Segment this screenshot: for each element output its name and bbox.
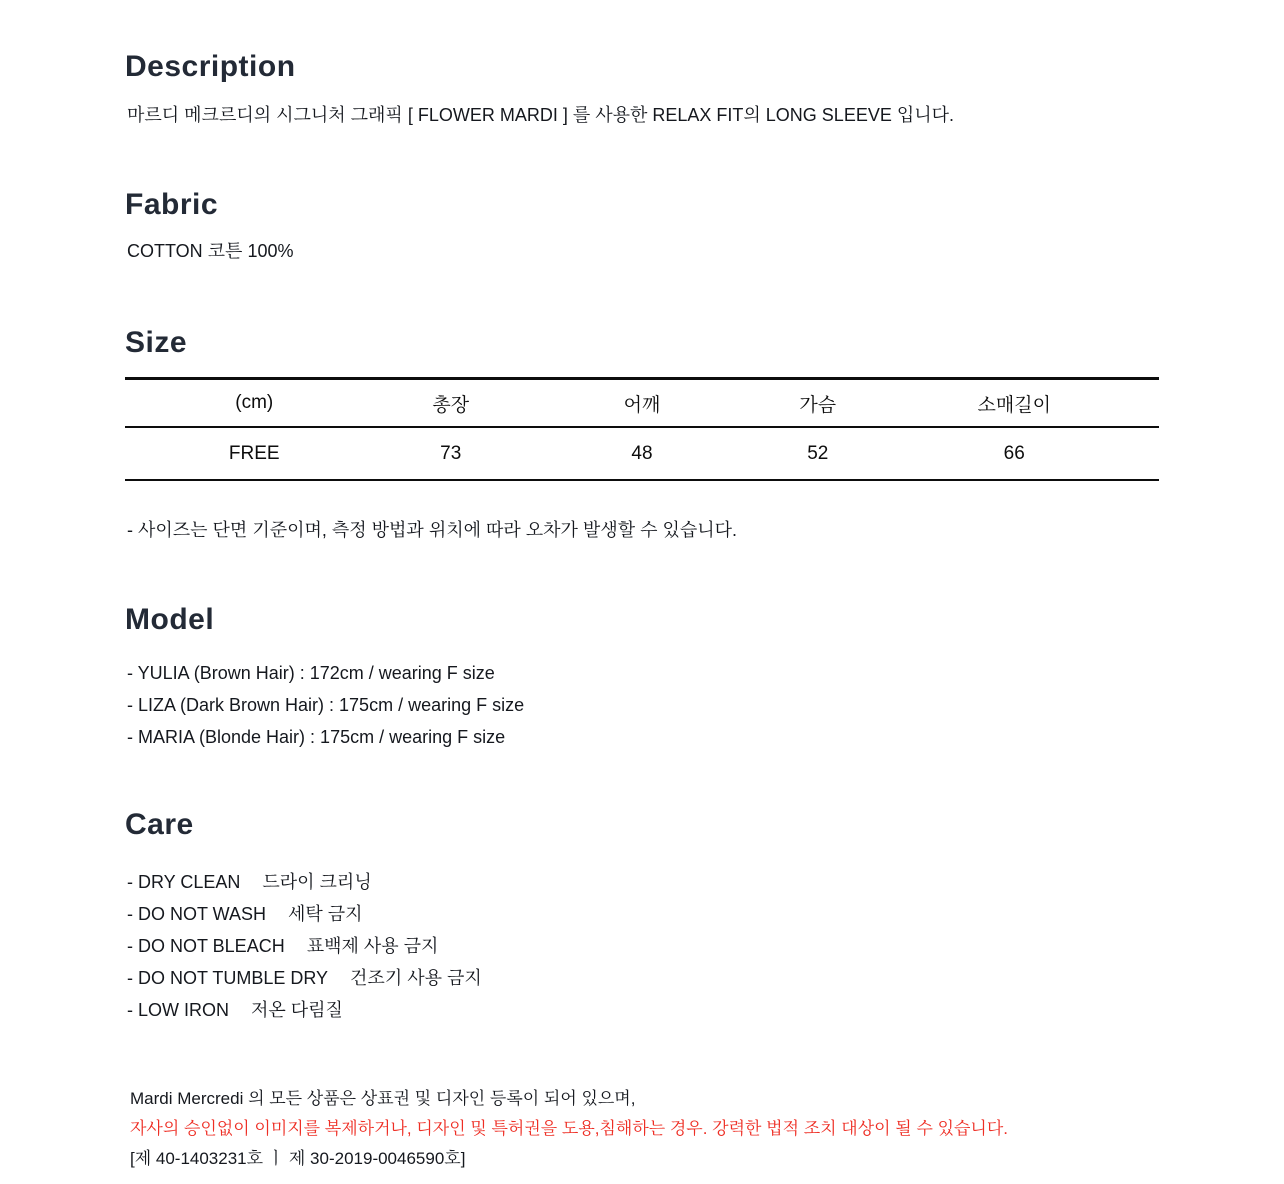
care-item-ko: 저온 다림질 [251,1000,343,1020]
care-item-en: - DO NOT TUMBLE DRY [127,968,329,988]
model-list [127,657,1159,753]
size-table-header-cell: 가슴 [766,379,869,428]
care-item-ko: 표백제 사용 금지 [306,936,439,956]
size-table-row [125,427,1159,480]
care-item-ko: 세탁 금지 [288,904,363,924]
description-text: 마르디 메크르디의 시그니처 그래픽 [ FLOWER MARDI ] 를 사용한 RELAX FIT의 LONG SLEEVE 입니다. [127,105,955,125]
size-table-header-cell: 총장 [384,379,518,428]
size-table-header-cell: 소매길이 [869,379,1159,428]
legal-line-warning: 자사의 승인없이 이미지를 복제하거나, 디자인 및 특허권을 도용,침해하는 경우. 강력한 법적 조치 대상이 될 수 있습니다. [130,1119,1008,1138]
fabric-text: COTTON 코튼 100% [127,241,294,261]
description-title: Description [125,50,296,83]
section-model [125,605,1159,753]
care-item-ko: 드라이 크리닝 [262,872,372,892]
size-table-cell: 48 [631,442,653,464]
legal-line-trademark: Mardi Mercredi 의 모든 상품은 상표권 및 디자인 등록이 되어 있으며, [130,1089,636,1108]
care-title: Care [125,808,194,841]
care-item-en: - DRY CLEAN [127,872,241,892]
care-item-en: - DO NOT BLEACH [127,936,285,956]
model-title: Model [125,603,215,636]
care-list-item [127,898,1159,930]
model-list-item: - YULIA (Brown Hair) : 172cm / wearing F size [127,663,495,683]
care-item-en: - DO NOT WASH [127,904,266,924]
legal-notice [130,1084,1159,1174]
section-size [125,328,1159,541]
model-list-item: - LIZA (Dark Brown Hair) : 175cm / wearing F size [127,695,525,715]
section-description [125,52,1159,126]
care-list-item [127,866,1159,898]
size-table-cell: 66 [1003,442,1025,464]
legal-line-registration: [제 40-1403231호 ㅣ 제 30-2019-0046590호] [130,1149,466,1168]
size-table-cell: 52 [807,442,829,464]
care-list-item [127,930,1159,962]
size-table-cell: FREE [228,442,280,464]
care-item-ko: 건조기 사용 금지 [350,968,482,988]
size-table [125,377,1159,481]
size-table-header-cell: (cm) [125,379,384,428]
section-care [125,810,1159,1026]
care-item-en: - LOW IRON [127,1000,229,1020]
model-list-item: - MARIA (Blonde Hair) : 175cm / wearing F size [127,727,506,747]
size-note: - 사이즈는 단면 기준이며, 측정 방법과 위치에 따라 오차가 발생할 수 있습니다. [127,520,738,540]
size-table-header-row [125,379,1159,428]
care-list-item [127,962,1159,994]
care-list-item [127,994,1159,1026]
size-title: Size [125,326,188,359]
fabric-title: Fabric [125,188,219,221]
size-table-header-cell: 어깨 [518,379,766,428]
section-fabric [125,190,1159,262]
care-list [127,866,1159,1026]
size-table-cell: 73 [440,442,462,464]
